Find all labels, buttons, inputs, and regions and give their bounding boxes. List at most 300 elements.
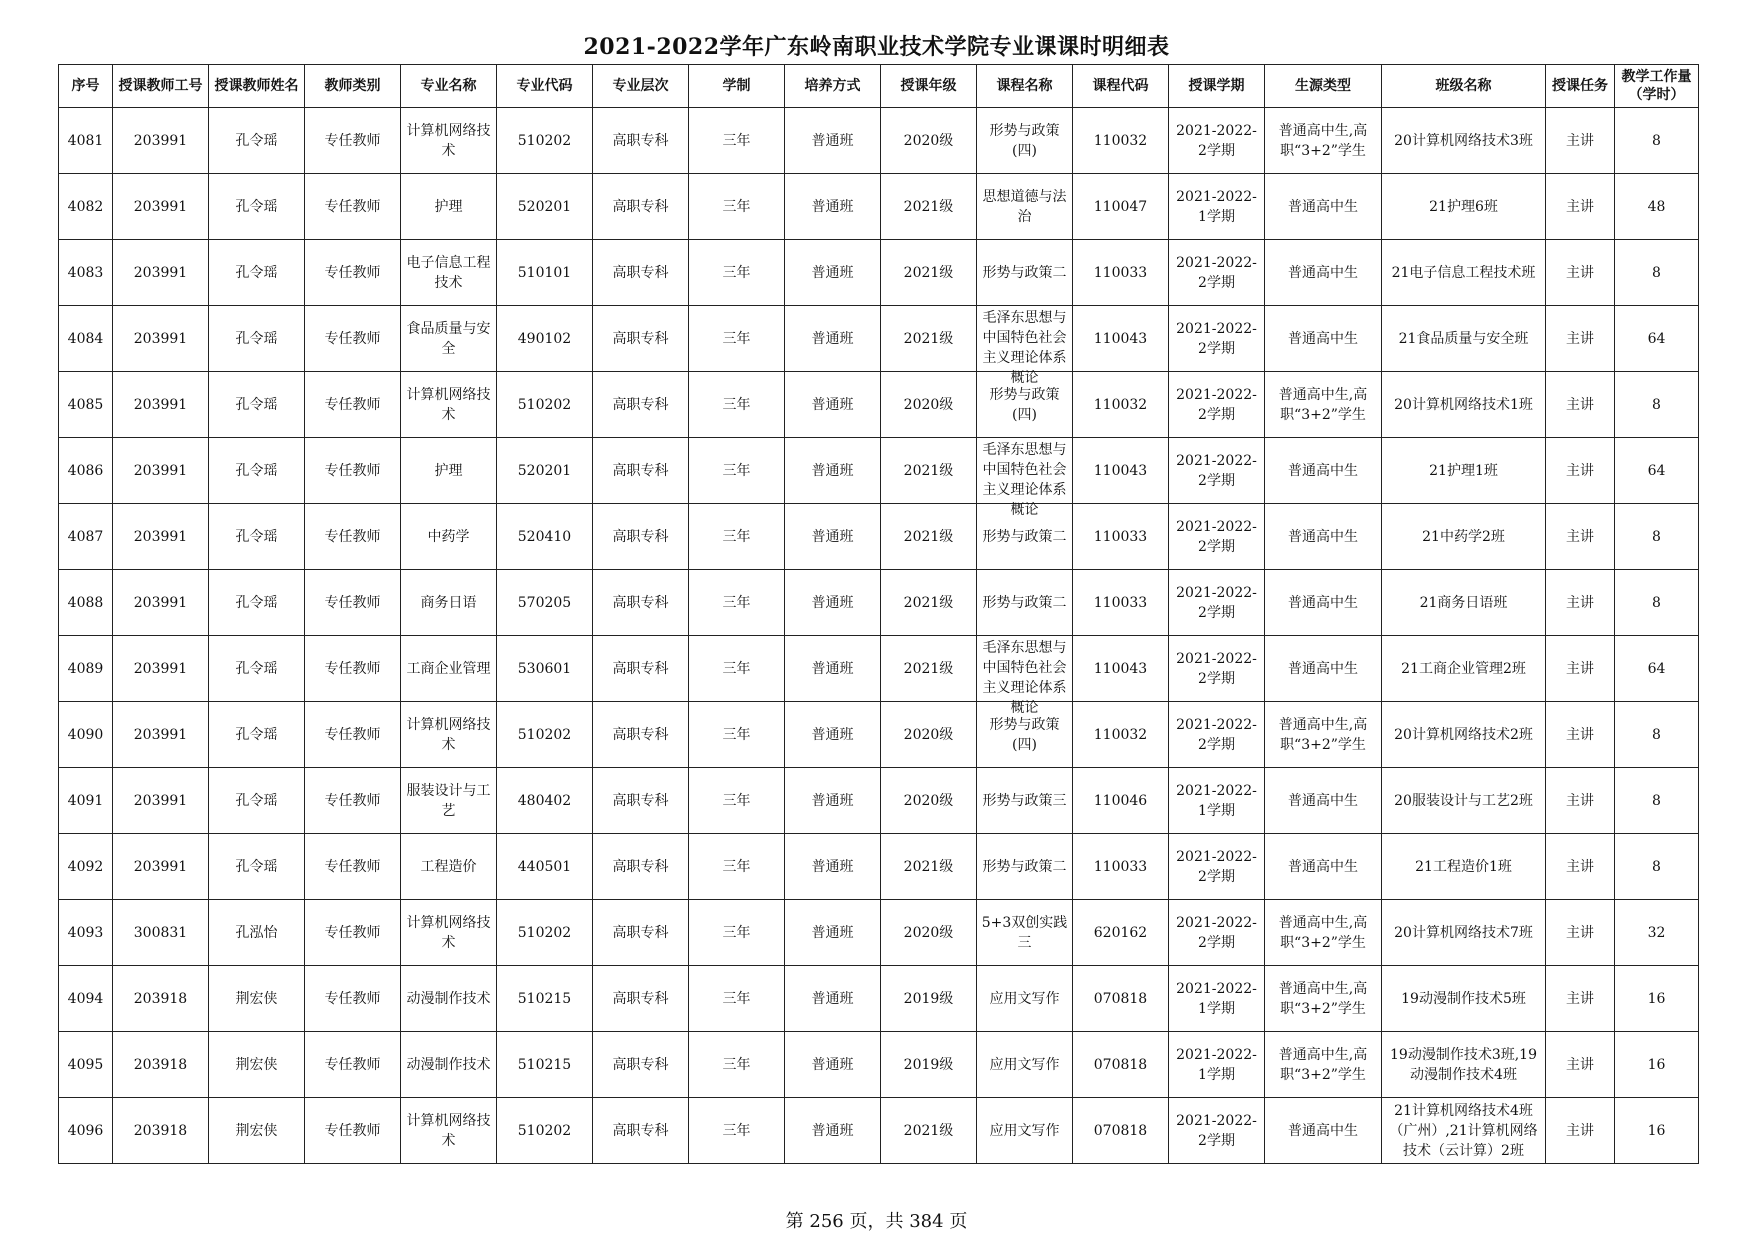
cell-text: 20计算机网络技术7班: [1394, 924, 1533, 941]
table-cell: [1169, 240, 1265, 306]
table-cell: [59, 306, 113, 372]
table-cell: [977, 966, 1073, 1032]
table-cell: [689, 108, 785, 174]
cell-text: 110043: [1093, 660, 1148, 677]
page-title: 2021-2022学年广东岭南职业技术学院专业课课时明细表: [583, 34, 1170, 60]
cell-text: 三年: [722, 594, 751, 611]
cell-text: 形势与政策二: [982, 528, 1067, 545]
table-cell: [113, 108, 209, 174]
table-cell: [59, 174, 113, 240]
cell-text: 专任教师: [324, 198, 381, 215]
table-cell: [305, 834, 401, 900]
cell-text: 普通高中生: [1288, 264, 1358, 281]
table-cell: [1265, 372, 1382, 438]
table-cell: [497, 834, 593, 900]
table-cell: [209, 504, 305, 570]
cell-text: 19动漫制作技术3班,19动漫制作技术4班: [1390, 1046, 1537, 1083]
table-cell: [593, 1032, 689, 1098]
column-header: 教师类别: [305, 65, 401, 108]
cell-text: 主讲: [1566, 660, 1594, 677]
cell-text: 普通班: [811, 198, 854, 215]
cell-text: 专任教师: [324, 528, 381, 545]
column-header: 专业代码: [497, 65, 593, 108]
table-cell: [1382, 702, 1546, 768]
cell-text: 21中药学2班: [1422, 528, 1505, 545]
table-row: [59, 636, 1699, 702]
column-header: 课程代码: [1073, 65, 1169, 108]
table-row: [59, 702, 1699, 768]
cell-text: 510202: [517, 396, 572, 413]
table-cell: [593, 306, 689, 372]
table-cell: [977, 834, 1073, 900]
cell-text: 孔令瑶: [235, 858, 278, 875]
table-cell: [401, 570, 497, 636]
cell-text: 三年: [722, 924, 751, 941]
cell-text: 480402: [517, 792, 572, 809]
table-cell: [881, 1098, 977, 1164]
cell-text: 2021级: [903, 858, 954, 875]
cell-text: 普通班: [811, 330, 854, 347]
column-header: 培养方式: [785, 65, 881, 108]
table-row: [59, 834, 1699, 900]
table-cell: [209, 900, 305, 966]
cell-text: 应用文写作: [989, 990, 1060, 1007]
cell-text: 203991: [133, 726, 188, 743]
table-cell: [497, 372, 593, 438]
cell-text: 510202: [517, 924, 572, 941]
cell-text: 2021-2022-2学期: [1176, 518, 1257, 555]
cell-text: 形势与政策(四): [989, 386, 1060, 423]
table-cell: [785, 240, 881, 306]
cell-text: 普通高中生,高职“3+2”学生: [1278, 386, 1368, 423]
table-cell: [689, 306, 785, 372]
table-cell: [593, 702, 689, 768]
cell-text: 毛泽东思想与中国特色社会主义理论体系概论: [982, 639, 1067, 716]
header-row: [59, 65, 1699, 108]
cell-text: 普通高中生: [1288, 660, 1358, 677]
cell-text: 应用文写作: [989, 1122, 1060, 1139]
table-cell: [689, 1098, 785, 1164]
cell-text: 520201: [517, 198, 572, 215]
cell-text: 主讲: [1566, 924, 1594, 941]
table-cell: [785, 108, 881, 174]
table-cell: [1615, 966, 1699, 1032]
cell-text: 普通班: [811, 726, 854, 743]
table-cell: [593, 438, 689, 504]
cell-text: 服装设计与工艺: [406, 782, 491, 819]
cell-text: 110033: [1093, 858, 1148, 875]
column-header: 专业名称: [401, 65, 497, 108]
cell-text: 520410: [517, 528, 572, 545]
table-cell: [881, 768, 977, 834]
table-cell: [1382, 768, 1546, 834]
table-cell: [59, 1032, 113, 1098]
table-cell: [593, 636, 689, 702]
table-cell: [1615, 306, 1699, 372]
table-cell: [1265, 438, 1382, 504]
cell-text: 2021级: [903, 660, 954, 677]
cell-text: 203991: [133, 594, 188, 611]
table-row: [59, 108, 1699, 174]
table-cell: [977, 768, 1073, 834]
cell-text: 4088: [67, 594, 104, 611]
cell-text: 毛泽东思想与中国特色社会主义理论体系概论: [982, 309, 1067, 386]
table-cell: [881, 372, 977, 438]
table-cell: [59, 438, 113, 504]
table-cell: [497, 174, 593, 240]
cell-text: 21护理6班: [1429, 198, 1498, 215]
cell-text: 2021-2022-2学期: [1176, 848, 1257, 885]
table-cell: [1265, 1098, 1382, 1164]
table-cell: [785, 504, 881, 570]
cell-text: 110046: [1093, 792, 1148, 809]
cell-text: 荆宏侠: [235, 990, 278, 1007]
cell-text: 203918: [133, 1056, 188, 1073]
table-cell: [1382, 438, 1546, 504]
table-cell: [593, 372, 689, 438]
table-cell: [785, 702, 881, 768]
table-cell: [881, 438, 977, 504]
cell-text: 110032: [1093, 726, 1148, 743]
table-cell: [497, 504, 593, 570]
cell-text: 专任教师: [324, 792, 381, 809]
cell-text: 普通班: [811, 858, 854, 875]
cell-text: 专任教师: [324, 1056, 381, 1073]
cell-text: 2021-2022-1学期: [1176, 782, 1257, 819]
cell-text: 普通班: [811, 594, 854, 611]
table-cell: [785, 834, 881, 900]
table-cell: [497, 1032, 593, 1098]
cell-text: 专任教师: [324, 858, 381, 875]
footer-suffix: 页: [949, 1211, 968, 1232]
cell-text: 64: [1647, 462, 1666, 479]
table-cell: [1382, 1032, 1546, 1098]
table-cell: [1382, 174, 1546, 240]
table-cell: [881, 834, 977, 900]
cell-text: 2021-2022-2学期: [1176, 716, 1257, 753]
table-cell: [689, 768, 785, 834]
table-cell: [1073, 636, 1169, 702]
table-cell: [689, 504, 785, 570]
table-cell: [1073, 306, 1169, 372]
cell-text: 专任教师: [324, 660, 381, 677]
table-cell: [1546, 900, 1615, 966]
table-cell: [593, 900, 689, 966]
table-cell: [881, 570, 977, 636]
table-cell: [1546, 108, 1615, 174]
table-cell: [497, 966, 593, 1032]
cell-text: 普通班: [811, 528, 854, 545]
table-cell: [1265, 768, 1382, 834]
cell-text: 110043: [1093, 462, 1148, 479]
cell-text: 高职专科: [612, 924, 669, 941]
cell-text: 8: [1652, 858, 1661, 875]
table-cell: [401, 372, 497, 438]
cell-text: 三年: [722, 726, 751, 743]
course-hours-table: [58, 64, 1699, 1164]
cell-text: 203991: [133, 132, 188, 149]
table-row: [59, 438, 1699, 504]
cell-text: 主讲: [1566, 1056, 1594, 1073]
cell-text: 2021-2022-2学期: [1176, 914, 1257, 951]
cell-text: 普通班: [811, 132, 854, 149]
table-cell: [1546, 504, 1615, 570]
cell-text: 主讲: [1566, 1122, 1594, 1139]
cell-text: 孔令瑶: [235, 462, 278, 479]
cell-text: 高职专科: [612, 528, 669, 545]
table-cell: [305, 504, 401, 570]
cell-text: 普通高中生: [1288, 858, 1358, 875]
table-cell: [881, 504, 977, 570]
cell-text: 普通高中生: [1288, 792, 1358, 809]
table-cell: [1615, 900, 1699, 966]
table-cell: [497, 570, 593, 636]
table-cell: [881, 702, 977, 768]
cell-text: 专任教师: [324, 1122, 381, 1139]
column-header: 授课学期: [1169, 65, 1265, 108]
cell-text: 2021级: [903, 198, 954, 215]
table-cell: [593, 966, 689, 1032]
table-cell: [977, 900, 1073, 966]
table-cell: [113, 834, 209, 900]
cell-text: 主讲: [1566, 594, 1594, 611]
table-cell: [113, 372, 209, 438]
column-header: 序号: [59, 65, 113, 108]
table-cell: [1546, 966, 1615, 1032]
cell-text: 110033: [1093, 594, 1148, 611]
table-cell: [1073, 1098, 1169, 1164]
cell-text: 2019级: [903, 990, 954, 1007]
cell-text: 20服装设计与工艺2班: [1394, 792, 1533, 809]
footer-middle: 页，共: [849, 1211, 904, 1232]
cell-text: 高职专科: [612, 330, 669, 347]
table-cell: [59, 1098, 113, 1164]
cell-text: 三年: [722, 264, 751, 281]
cell-text: 2021-2022-2学期: [1176, 254, 1257, 291]
table-cell: [209, 1098, 305, 1164]
cell-text: 高职专科: [612, 1122, 669, 1139]
cell-text: 主讲: [1566, 462, 1594, 479]
cell-text: 4095: [67, 1056, 104, 1073]
cell-text: 2021级: [903, 1122, 954, 1139]
table-cell: [1169, 1098, 1265, 1164]
table-cell: [305, 966, 401, 1032]
table-cell: [1169, 570, 1265, 636]
cell-text: 2020级: [903, 792, 954, 809]
column-header: 生源类型: [1265, 65, 1382, 108]
cell-text: 8: [1652, 264, 1661, 281]
table-cell: [1382, 834, 1546, 900]
table-cell: [305, 702, 401, 768]
cell-text: 4083: [67, 264, 104, 281]
cell-text: 孔令瑶: [235, 330, 278, 347]
cell-text: 专任教师: [324, 990, 381, 1007]
cell-text: 高职专科: [612, 792, 669, 809]
cell-text: 普通高中生: [1288, 462, 1358, 479]
table-cell: [1169, 306, 1265, 372]
cell-text: 20计算机网络技术1班: [1394, 396, 1533, 413]
table-cell: [1073, 570, 1169, 636]
table-cell: [977, 108, 1073, 174]
column-header: 授课教师工号: [113, 65, 209, 108]
cell-text: 孔令瑶: [235, 528, 278, 545]
cell-text: 4085: [67, 396, 104, 413]
table-cell: [209, 240, 305, 306]
cell-text: 2021级: [903, 462, 954, 479]
cell-text: 护理: [434, 198, 463, 215]
cell-text: 5+3双创实践三: [981, 914, 1068, 951]
table-cell: [59, 108, 113, 174]
cell-text: 64: [1647, 660, 1666, 677]
cell-text: 普通班: [811, 396, 854, 413]
table-cell: [1073, 834, 1169, 900]
cell-text: 孔令瑶: [235, 132, 278, 149]
table-cell: [113, 1032, 209, 1098]
cell-text: 形势与政策(四): [989, 716, 1060, 753]
cell-text: 2021-2022-2学期: [1176, 320, 1257, 357]
table-cell: [785, 1098, 881, 1164]
table-cell: [1265, 834, 1382, 900]
cell-text: 孔令瑶: [235, 660, 278, 677]
table-cell: [401, 1098, 497, 1164]
cell-text: 070818: [1093, 990, 1148, 1007]
table-cell: [401, 834, 497, 900]
cell-text: 专任教师: [324, 396, 381, 413]
cell-text: 48: [1647, 198, 1666, 215]
table-cell: [1546, 636, 1615, 702]
cell-text: 商务日语: [420, 594, 477, 611]
cell-text: 8: [1652, 132, 1661, 149]
table-cell: [113, 438, 209, 504]
table-cell: [113, 966, 209, 1032]
cell-text: 计算机网络技术: [406, 122, 491, 159]
table-cell: [689, 438, 785, 504]
cell-text: 计算机网络技术: [406, 716, 491, 753]
table-cell: [59, 900, 113, 966]
cell-text: 2020级: [903, 726, 954, 743]
cell-text: 8: [1652, 528, 1661, 545]
cell-text: 三年: [722, 132, 751, 149]
table-row: [59, 174, 1699, 240]
column-header: 授课年级: [881, 65, 977, 108]
page-footer: [0, 1207, 1753, 1233]
cell-text: 4091: [67, 792, 104, 809]
cell-text: 110032: [1093, 132, 1148, 149]
table-cell: [689, 1032, 785, 1098]
table-cell: [305, 438, 401, 504]
cell-text: 专任教师: [324, 726, 381, 743]
cell-text: 32: [1647, 924, 1666, 941]
table-cell: [305, 1032, 401, 1098]
cell-text: 203918: [133, 990, 188, 1007]
cell-text: 203991: [133, 660, 188, 677]
table-cell: [305, 1098, 401, 1164]
cell-text: 110047: [1093, 198, 1148, 215]
table-cell: [209, 966, 305, 1032]
table-cell: [1382, 900, 1546, 966]
table-cell: [689, 966, 785, 1032]
table-cell: [1546, 306, 1615, 372]
cell-text: 203991: [133, 528, 188, 545]
table-cell: [1073, 174, 1169, 240]
table-cell: [305, 108, 401, 174]
table-cell: [1169, 108, 1265, 174]
table-cell: [689, 240, 785, 306]
table-cell: [881, 306, 977, 372]
cell-text: 2021-2022-1学期: [1176, 188, 1257, 225]
table-cell: [113, 306, 209, 372]
table-cell: [305, 768, 401, 834]
cell-text: 2021-2022-2学期: [1176, 1112, 1257, 1149]
cell-text: 21工程造价1班: [1415, 858, 1512, 875]
column-header: 班级名称: [1382, 65, 1546, 108]
cell-text: 440501: [517, 858, 572, 875]
cell-text: 主讲: [1566, 726, 1594, 743]
table-cell: [59, 768, 113, 834]
table-cell: [689, 174, 785, 240]
cell-text: 三年: [722, 660, 751, 677]
cell-text: 主讲: [1566, 330, 1594, 347]
cell-text: 孔令瑶: [235, 264, 278, 281]
cell-text: 高职专科: [612, 990, 669, 1007]
cell-text: 计算机网络技术: [406, 1112, 491, 1149]
cell-text: 普通班: [811, 1122, 854, 1139]
table-cell: [593, 174, 689, 240]
table-cell: [1073, 1032, 1169, 1098]
cell-text: 高职专科: [612, 396, 669, 413]
table-cell: [305, 174, 401, 240]
table-row: [59, 966, 1699, 1032]
table-cell: [785, 570, 881, 636]
cell-text: 8: [1652, 594, 1661, 611]
cell-text: 普通高中生: [1288, 198, 1358, 215]
table-cell: [1382, 966, 1546, 1032]
cell-text: 2021-2022-1学期: [1176, 980, 1257, 1017]
table-cell: [1169, 1032, 1265, 1098]
table-row: [59, 372, 1699, 438]
cell-text: 070818: [1093, 1122, 1148, 1139]
cell-text: 2021级: [903, 330, 954, 347]
table-cell: [1615, 636, 1699, 702]
cell-text: 动漫制作技术: [406, 990, 491, 1007]
table-cell: [1546, 372, 1615, 438]
table-cell: [785, 636, 881, 702]
table-cell: [113, 570, 209, 636]
table-cell: [1382, 108, 1546, 174]
table-cell: [785, 1032, 881, 1098]
table-row: [59, 768, 1699, 834]
table-cell: [497, 240, 593, 306]
cell-text: 8: [1652, 726, 1661, 743]
table-cell: [209, 636, 305, 702]
table-cell: [1265, 504, 1382, 570]
table-cell: [1169, 438, 1265, 504]
cell-text: 形势与政策二: [982, 264, 1067, 281]
cell-text: 主讲: [1566, 396, 1594, 413]
cell-text: 普通班: [811, 462, 854, 479]
cell-text: 普通高中生,高职“3+2”学生: [1278, 1046, 1368, 1083]
cell-text: 高职专科: [612, 1056, 669, 1073]
table-cell: [209, 438, 305, 504]
cell-text: 普通高中生,高职“3+2”学生: [1278, 980, 1368, 1017]
table-cell: [209, 1032, 305, 1098]
cell-text: 计算机网络技术: [406, 386, 491, 423]
cell-text: 专任教师: [324, 924, 381, 941]
cell-text: 520201: [517, 462, 572, 479]
cell-text: 专任教师: [324, 594, 381, 611]
cell-text: 4086: [67, 462, 104, 479]
table-cell: [401, 1032, 497, 1098]
